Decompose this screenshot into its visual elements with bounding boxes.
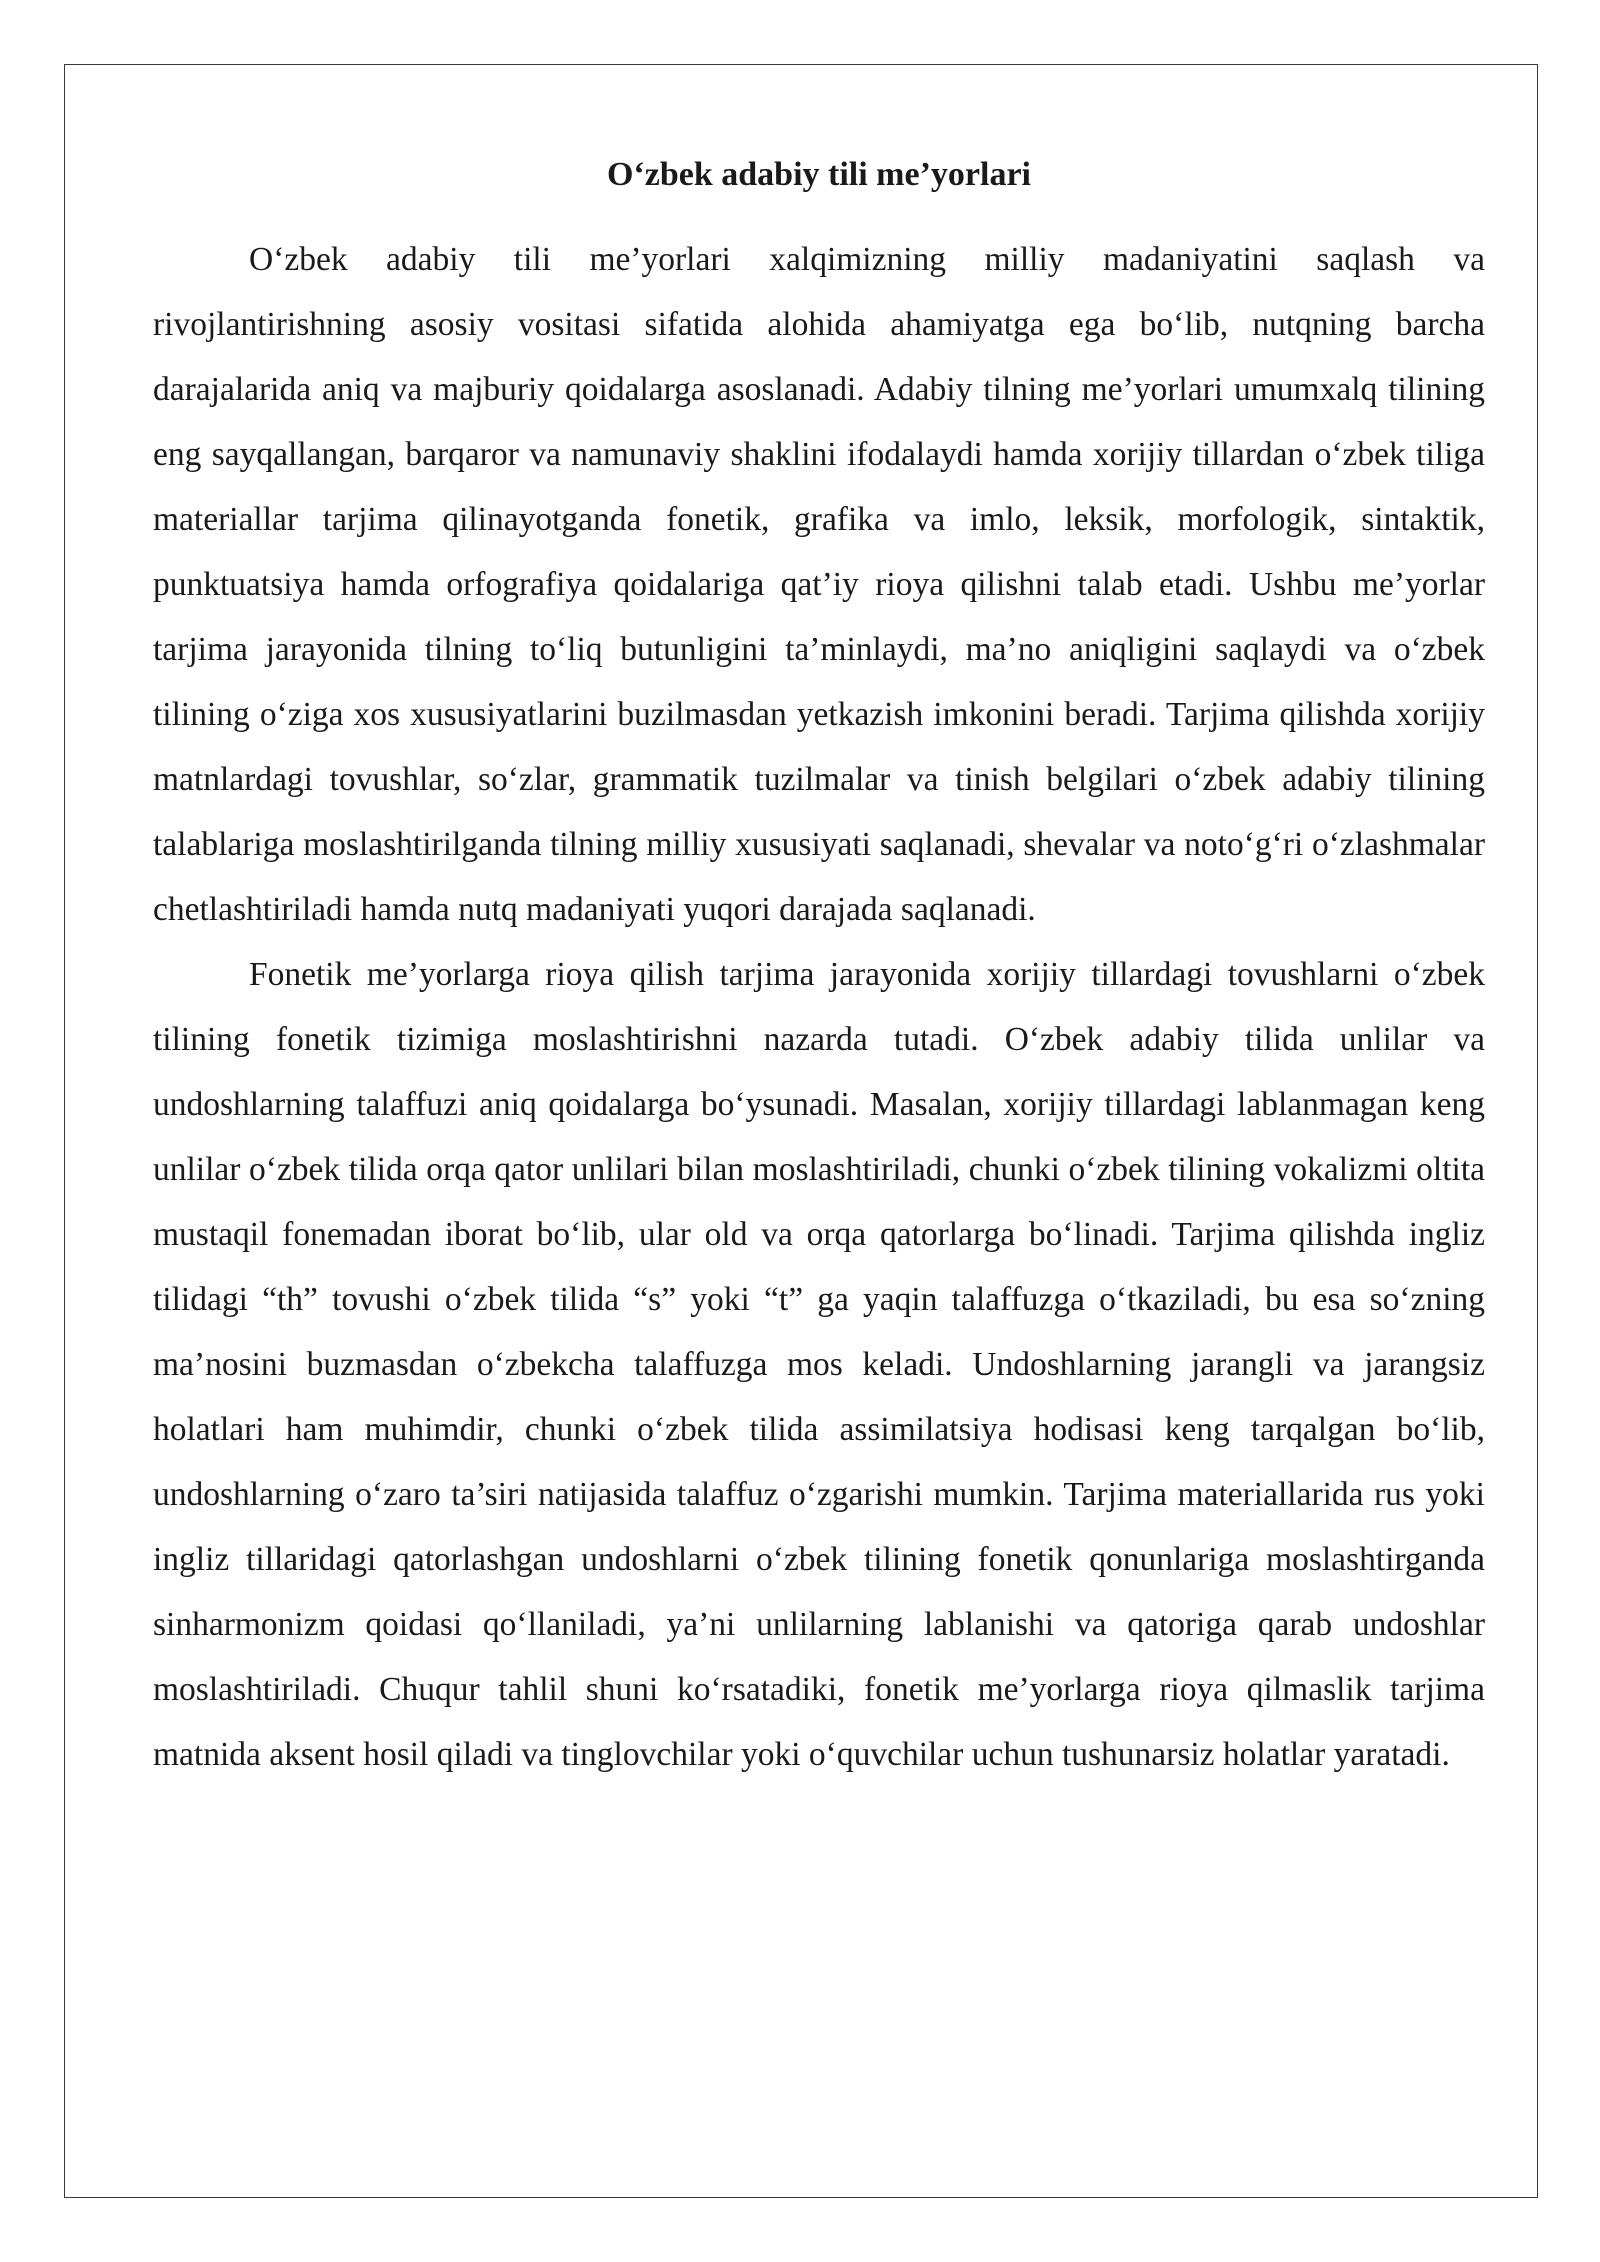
paragraph-intro: O‘zbek adabiy tili me’yorlari xalqimizning milliy madaniyatini saqlash va rivojlantirishning asosiy vositasi sifatida alohida ahamiyatga ega bo‘lib, nutqning barcha darajalarida aniq va majburiy qoidalarga asoslanadi. Adabiy tilning me’yorlari umumxalq tilining eng sayqallangan, barqaror va namunaviy shaklini ifodalaydi hamda xorijiy tillardan o‘zbek tiliga materiallar tarjima qilinayotganda fonetik, grafika va imlo, leksik, morfologik, sintaktik, punktuatsiya hamda orfografiya qoidalariga qat’iy rioya qilishni talab etadi. Ushbu me’yorlar tarjima jarayonida tilning to‘liq butunligini ta’minlaydi, ma’no aniqligini saqlaydi va o‘zbek tilining o‘ziga xos xususiyatlarini buzilmasdan yetkazish imkonini beradi. Tarjima qilishda xorijiy matnlardagi tovushlar, so‘zlar, grammatik tuzilmalar va tinish belgilari o‘zbek adabiy tilining talablariga moslashtirilganda tilning milliy xususiyati saqlanadi, shevalar va noto‘g‘ri o‘zlashmalar chetlashtiriladi hamda nutq madaniyati yuqori darajada saqlanadi. xyxy=(153,241,1485,928)
document-body xyxy=(153,150,1485,1787)
document-title: O‘zbek adabiy tili me’yorlari xyxy=(606,156,1031,193)
paragraph-phonetic-norms: Fonetik me’yorlarga rioya qilish tarjima jarayonida xorijiy tillardagi tovushlarni o‘zbek tilining fonetik tizimiga moslashtirishni nazarda tutadi. O‘zbek adabiy tilida unlilar va undoshlarning talaffuzi aniq qoidalarga bo‘ysunadi. Masalan, xorijiy tillardagi lablanmagan keng unlilar o‘zbek tilida orqa qator unlilari bilan moslashtiriladi, chunki o‘zbek tilining vokalizmi oltita mustaqil fonemadan iborat bo‘lib, ular old va orqa qatorlarga bo‘linadi. Tarjima qilishda ingliz tilidagi “th” tovushi o‘zbek tilida “s” yoki “t” ga yaqin talaffuzga o‘tkaziladi, bu esa so‘zning ma’nosini buzmasdan o‘zbekcha talaffuzga mos keladi. Undoshlarning jarangli va jarangsiz holatlari ham muhimdir, chunki o‘zbek tilida assimilatsiya hodisasi keng tarqalgan bo‘lib, undoshlarning o‘zaro ta’siri natijasida talaffuz o‘zgarishi mumkin. Tarjima materiallarida rus yoki ingliz tillaridagi qatorlashgan undoshlarni o‘zbek tilining fonetik qonunlariga moslashtirganda sinharmonizm qoidasi qo‘llaniladi, ya’ni unlilarning lablanishi va qatoriga qarab undoshlar moslashtiriladi. Chuqur tahlil shuni ko‘rsatadiki, fonetik me’yorlarga rioya qilmaslik tarjima matnida aksent hosil qiladi va tinglovchilar yoki o‘quvchilar uchun tushunarsiz holatlar yaratadi. xyxy=(153,956,1485,1773)
